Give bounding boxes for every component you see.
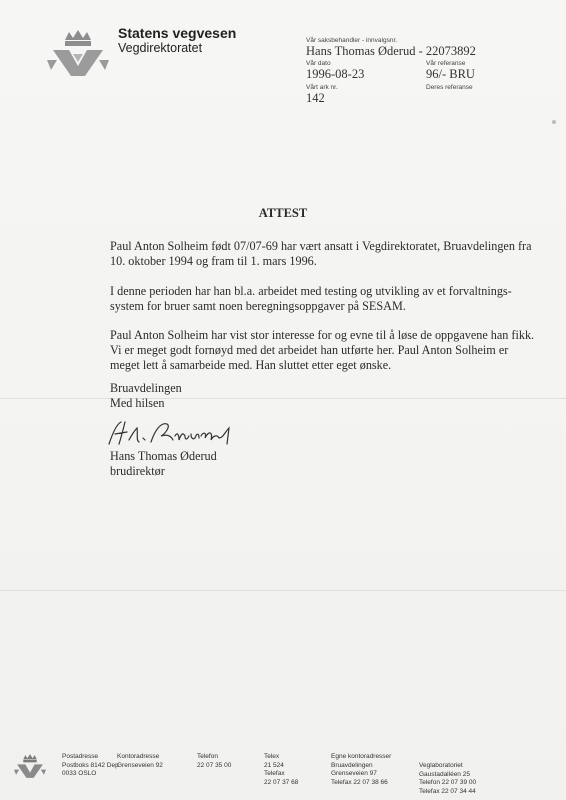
sheet-number-label: Vårt ark nr. bbox=[306, 84, 338, 91]
footer-telefax-label: Telefax bbox=[264, 770, 285, 777]
saksbehandler-value: Hans Thomas Øderud - 22073892 bbox=[306, 44, 476, 58]
footer-postal-label: Postadresse bbox=[62, 753, 99, 760]
footer-laboratory-label: Veglaboratoriet bbox=[419, 762, 463, 769]
paper-fold bbox=[0, 590, 566, 591]
statens-vegvesen-logo-icon bbox=[47, 30, 109, 80]
signer-name: Hans Thomas Øderud bbox=[110, 449, 217, 463]
paragraph-3-line-2: Vi er meget godt fornøyd med det arbeidet han utførte her. Paul Anton Solheim er bbox=[110, 343, 509, 357]
footer-own-offices bbox=[331, 753, 391, 787]
signer-title: brudirektør bbox=[110, 464, 165, 478]
statens-vegvesen-logo-small-icon bbox=[14, 754, 46, 780]
handwritten-signature bbox=[105, 418, 235, 448]
paper-speck bbox=[552, 120, 556, 124]
paper-fold bbox=[0, 398, 566, 399]
closing-department: Bruavdelingen bbox=[110, 381, 182, 395]
footer-phone-line-1: 22 07 35 00 bbox=[197, 761, 232, 769]
footer-telex bbox=[264, 753, 298, 787]
paragraph-2-line-1: I denne perioden har han bl.a. arbeidet med testing og utvikling av et forvaltnings- bbox=[110, 284, 512, 298]
your-reference-label: Deres referanse bbox=[426, 84, 473, 91]
org-subtitle: Vegdirektoratet bbox=[118, 41, 203, 55]
footer-office-line-1: Grenseveien 92 bbox=[117, 761, 163, 769]
footer-own-offices-line-1: Bruavdelingen bbox=[331, 761, 373, 769]
footer-phone bbox=[197, 753, 231, 770]
footer-telex-label: Telex bbox=[264, 753, 280, 760]
footer-laboratory-line-2: Telefon 22 07 39 00 bbox=[419, 779, 477, 786]
our-date-value: 1996-08-23 bbox=[306, 67, 365, 81]
our-date-label: Vår dato bbox=[306, 60, 331, 67]
footer-telex-line-1: 21 524 bbox=[264, 761, 284, 769]
footer-postal-line-1: Postboks 8142 Dep bbox=[62, 761, 119, 769]
paragraph-1-line-2: 10. oktober 1994 og fram til 1. mars 1996. bbox=[110, 254, 317, 268]
paragraph-1-line-1: Paul Anton Solheim født 07/07-69 har vært ansatt i Vegdirektoratet, Bruavdelingen fra bbox=[110, 239, 532, 253]
footer-postal-address bbox=[62, 753, 119, 779]
footer-office-label: Kontoradresse bbox=[117, 753, 160, 760]
paragraph-2-line-2: system for bruer samt noen beregningsoppgaver på SESAM. bbox=[110, 299, 406, 313]
footer-telefax-line-1: 22 07 37 68 bbox=[264, 778, 299, 786]
letter-title: ATTEST bbox=[258, 206, 308, 220]
footer-laboratory bbox=[419, 762, 476, 796]
footer-postal-line-2: 0033 OSLO bbox=[62, 770, 97, 777]
org-name: Statens vegvesen bbox=[118, 25, 237, 41]
footer-office-address bbox=[117, 753, 163, 770]
sheet-number-value: 142 bbox=[306, 91, 325, 105]
footer-laboratory-line-1: Gaustadalléen 25 bbox=[419, 770, 470, 778]
closing-greeting: Med hilsen bbox=[110, 396, 165, 410]
our-reference-value: 96/- BRU bbox=[426, 67, 475, 81]
footer-own-offices-label: Egne kontoradresser bbox=[331, 753, 392, 760]
our-reference-label: Vår referanse bbox=[426, 60, 466, 67]
footer-own-offices-line-2: Grenseveien 97 bbox=[331, 770, 377, 777]
paragraph-3-line-1: Paul Anton Solheim har vist stor interesse for og evne til å løse de oppgavene han fikk. bbox=[110, 328, 535, 342]
footer-phone-label: Telefon bbox=[197, 753, 218, 760]
saksbehandler-label: Vår saksbehandler - innvalgsnr. bbox=[306, 37, 398, 44]
footer-own-offices-line-3: Telefax 22 07 38 66 bbox=[331, 778, 388, 786]
paragraph-3-line-3: meget lett å samarbeide med. Han sluttet etter eget ønske. bbox=[110, 358, 392, 372]
footer-laboratory-line-3: Telefax 22 07 34 44 bbox=[419, 787, 476, 795]
